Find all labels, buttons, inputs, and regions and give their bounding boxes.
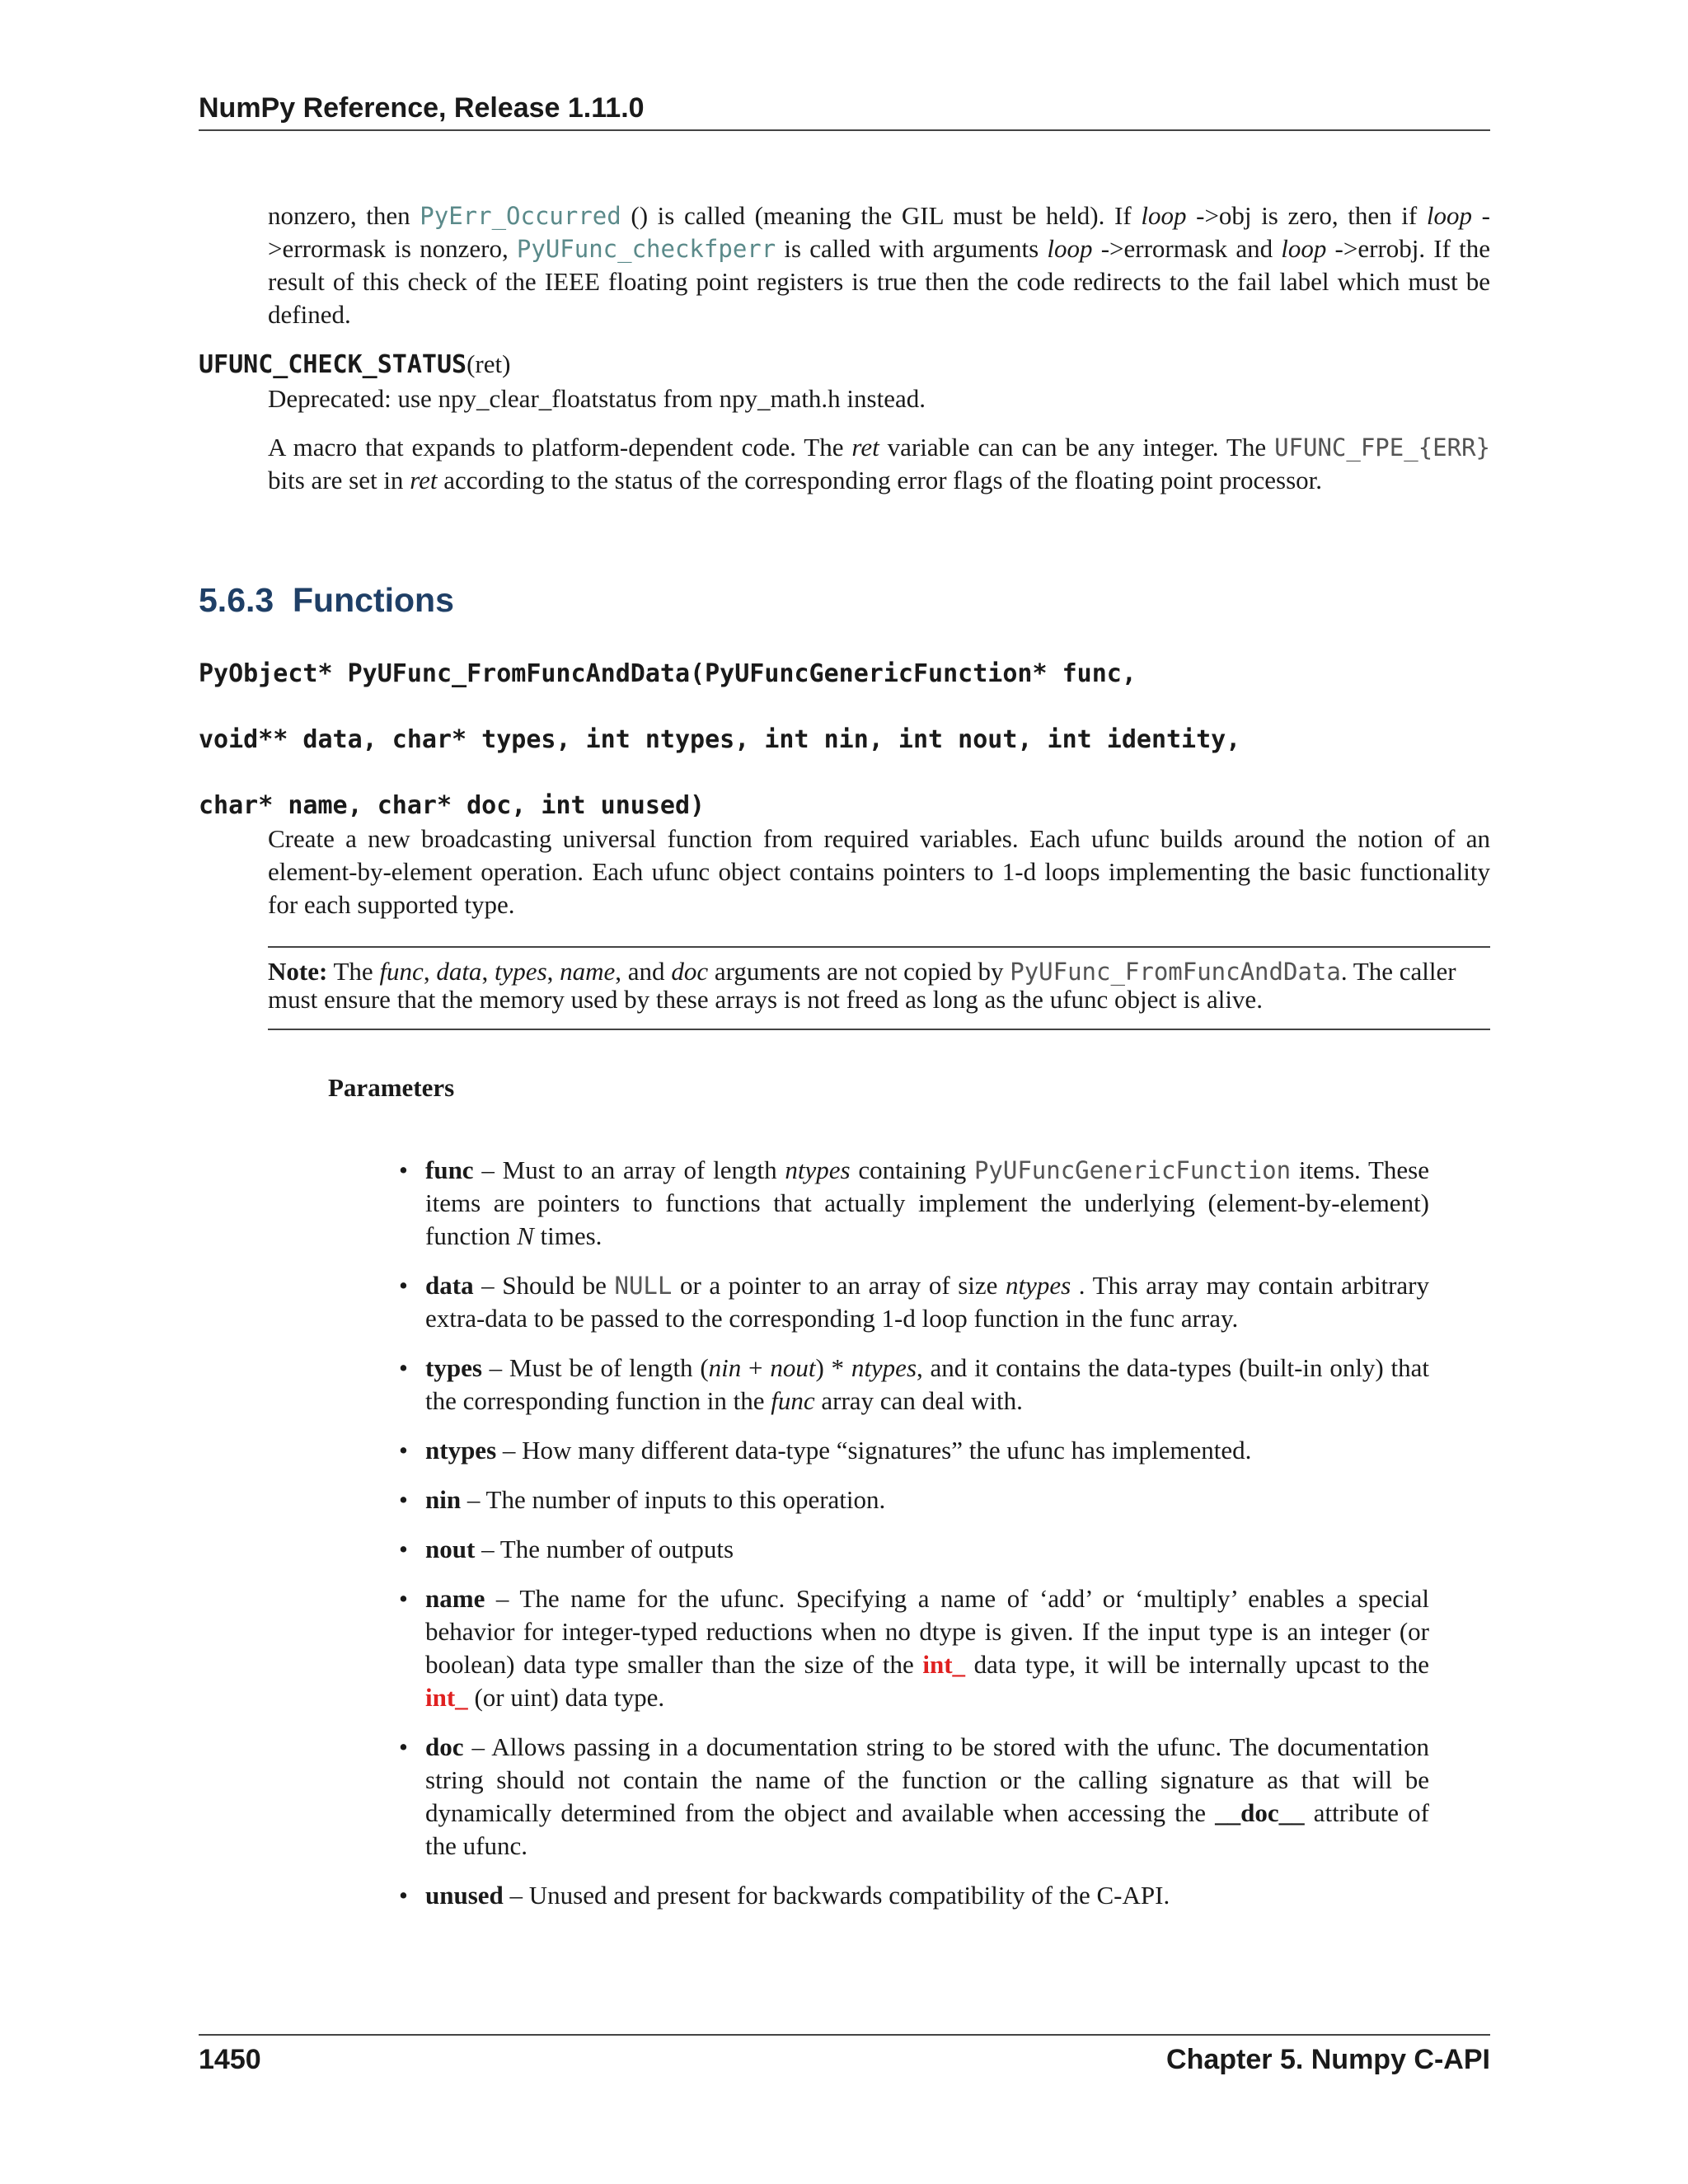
- macro-description: A macro that expands to platform-dependent code. The ret variable can can be any integer. The UFUNC_FPE_{ERR} bits are set in ret according to the status of the corresponding error flags of the floating point processor.: [268, 433, 1490, 494]
- int-link-2[interactable]: int_: [425, 1683, 468, 1712]
- function-description: Create a new broadcasting universal function from required variables. Each ufunc builds around the notion of an element-by-element operation. Each ufunc object contains pointers to 1-d loops implementing the basic functionality for each supported type.: [268, 824, 1490, 919]
- section-heading: 5.6.3 Functions: [199, 581, 454, 619]
- macro-signature: [199, 349, 510, 379]
- param-unused: • unused – Unused and present for backwards compatibility of the C-API.: [399, 1881, 1170, 1910]
- param-data: • data – Should be NULL or a pointer to an array of size ntypes . This array may contain arbitrary extra-data to be passed to the corresponding 1-d loop function in the func array.: [399, 1271, 1429, 1333]
- page-number: 1450: [199, 2044, 261, 2075]
- running-header: NumPy Reference, Release 1.11.0: [199, 92, 1490, 131]
- function-signature-line-2: void** data, char* types, int ntypes, int nin, int nout, int identity,: [199, 725, 1241, 754]
- function-signature-line-3: char* name, char* doc, int unused): [199, 791, 706, 820]
- macro-name: UFUNC_CHECK_STATUS: [199, 350, 467, 379]
- macro-deprecated: Deprecated: use npy_clear_floatstatus from npy_math.h instead.: [268, 384, 926, 413]
- note-label: Note:: [268, 957, 328, 986]
- chapter-title: Chapter 5. Numpy C-API: [1166, 2044, 1490, 2075]
- pyufunc-checkfperr-link[interactable]: PyUFunc_checkfperr: [516, 235, 776, 263]
- param-name: • name – The name for the ufunc. Specifying a name of ‘add’ or ‘multiply’ enables a special behavior for integer-typed reductions when no dtype is given. If the input type is an integer (or boolean) data type smaller than the size of the int_ data type, it will be internally upcast to the int_ (or uint) data type.: [399, 1584, 1429, 1712]
- param-func: • func – Must to an array of length ntypes containing PyUFuncGenericFunction items. These items are pointers to functions that actually implement the underlying (element-by-element) function N times.: [399, 1155, 1429, 1250]
- param-nin: • nin – The number of inputs to this operation.: [399, 1485, 886, 1514]
- macro-args: (ret): [467, 349, 511, 378]
- parameters-list: [396, 1154, 1429, 1929]
- function-signature-line-1: PyObject* PyUFunc_FromFuncAndData(PyUFuncGenericFunction* func,: [199, 659, 1137, 688]
- intro-paragraph: nonzero, then PyErr_Occurred () is called (meaning the GIL must be held). If loop ->obj is zero, then if loop ->errormask is nonzero, PyUFunc_checkfperr is called with arguments loop ->errormask and loop ->errobj. If the result of this check of the IEEE floating point registers is true then the code redirects to the fail label which must be defined.: [268, 201, 1491, 329]
- pyerr-occurred-link[interactable]: PyErr_Occurred: [420, 202, 621, 230]
- param-ntypes: • ntypes – How many different data-type “signatures” the ufunc has implemented.: [399, 1436, 1252, 1465]
- int-link-1[interactable]: int_: [922, 1650, 966, 1679]
- param-types: • types – Must be of length (nin + nout) * ntypes, and it contains the data-types (built-in only) that the corresponding function in the func array can deal with.: [399, 1353, 1430, 1415]
- note-box: Note: The func, data, types, name, and doc arguments are not copied by PyUFunc_FromFuncAndData. The caller must ensure that the memory used by these arrays is not freed as long as the ufunc object is alive.: [268, 946, 1490, 1030]
- param-nout: • nout – The number of outputs: [399, 1535, 734, 1563]
- parameters-label: Parameters: [328, 1073, 455, 1102]
- param-doc: • doc – Allows passing in a documentation string to be stored with the ufunc. The documentation string should not contain the name of the function or the calling signature as that will be dynamically determined from the object and available when accessing the __doc__ attribute of the ufunc.: [399, 1732, 1429, 1860]
- running-footer: [199, 2034, 1490, 2076]
